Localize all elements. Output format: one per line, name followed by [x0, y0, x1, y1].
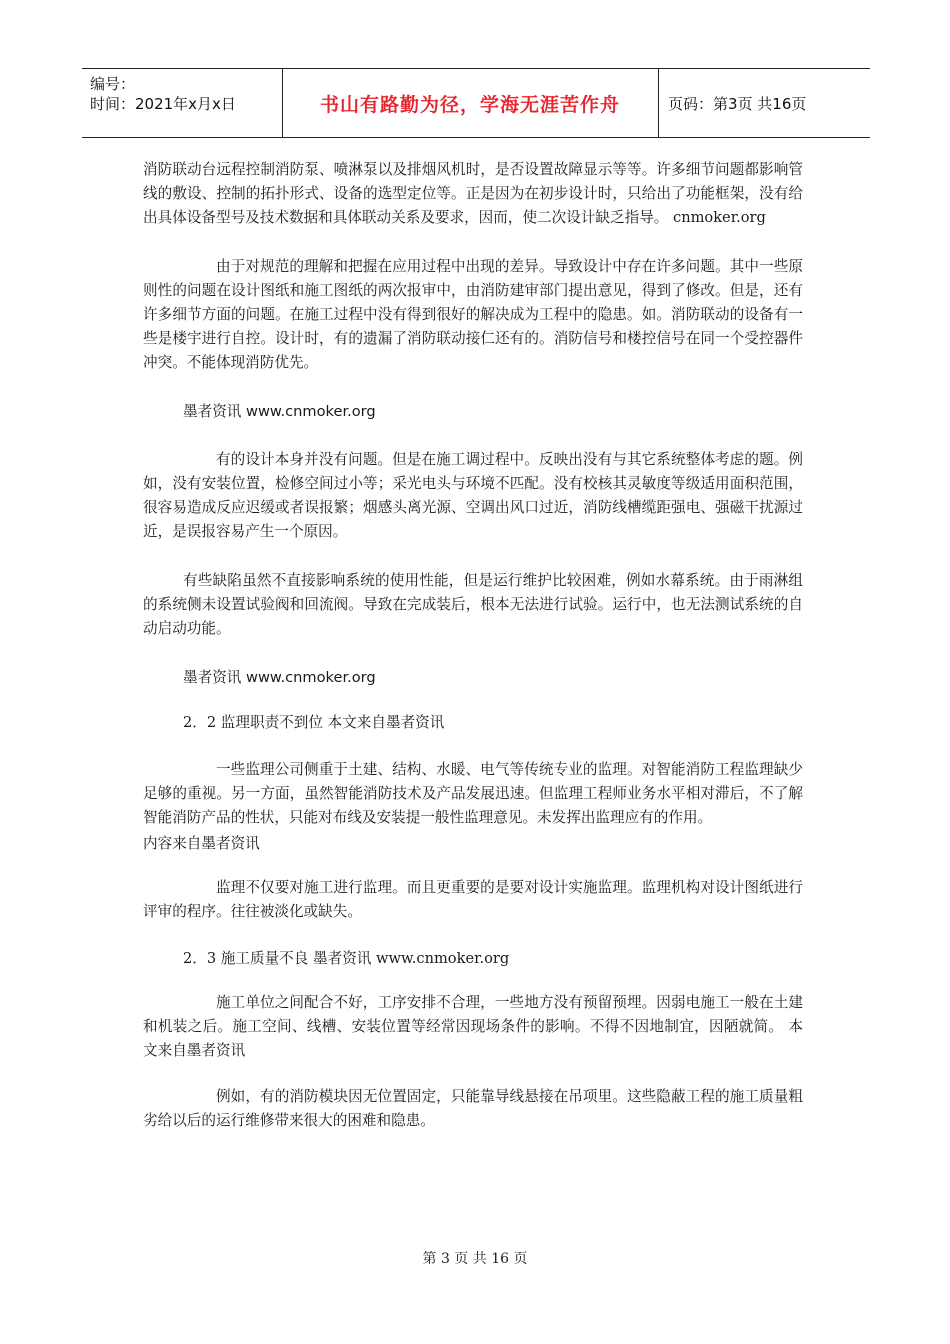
source-note-2: 墨者资讯 www.cnmoker.org — [183, 669, 376, 686]
section-heading-2-2: 2．2 监理职责不到位 本文来自墨者资讯 — [183, 714, 445, 731]
paragraph-5: 一些监理公司侧重于土建、结构、水暖、电气等传统专业的监理。对智能消防工程监理缺少足够的重视。另一方面，虽然智能消防技术及产品发展迅速。但监理工程师业务水平相对滞后，不了解智能消防产品的性状，只能对布线及安装提一般性监理意见。未发挥出监理应有的作用。 — [143, 761, 803, 826]
section-heading-2-3: 2．3 施工质量不良 墨者资讯 www.cnmoker.org — [183, 950, 510, 967]
header-page-info: 页码：第3页 共16页 — [668, 94, 807, 113]
paragraph-3: 有的设计本身并没有问题。但是在施工调过程中。反映出没有与其它系统整体考虑的题。例如，没有安装位置，检修空间过小等；采光电头与环境不匹配。没有校核其灵敏度等级适用面积范围，很容易造成反应迟缓或者误报繁；烟感头离光源、空调出风口过近，消防线槽缆距强电、强磁干扰源过近，是误报容易产生一个原因。 — [143, 451, 803, 540]
paragraph-6: 监理不仅要对施工进行监理。而且更重要的是要对设计实施监理。监理机构对设计图纸进行评审的程序。往往被淡化或缺失。 — [143, 879, 803, 920]
time-label: 时间：2021年x月x日 — [90, 95, 236, 113]
number-label: 编号： — [90, 75, 136, 93]
paragraph-7: 施工单位之间配合不好，工序安排不合理，一些地方没有预留预埋。因弱电施工一般在土建和机装之后。施工空间、线槽、安装位置等经常因现场条件的影响。不得不因地制宜，因陋就简。 本文来自墨者资讯 — [143, 994, 803, 1059]
paragraph-8: 例如，有的消防模块因无位置固定，只能靠导线悬接在吊项里。这些隐蔽工程的施工质量粗劣给以后的运行维修带来很大的困难和隐患。 — [143, 1088, 803, 1129]
source-note-1: 墨者资讯 www.cnmoker.org — [183, 403, 376, 420]
header-motto: 书山有路勤为径，学海无涯苦作舟 — [282, 69, 659, 137]
paragraph-4: 有些缺陷虽然不直接影响系统的使用性能，但是运行维护比较困难，例如水幕系统。由于雨淋组的系统侧未设置试验阀和回流阀。导致在完成装后，根本无法进行试验。运行中，也无法测试系统的自动启动功能。 — [143, 572, 803, 637]
page-header — [82, 68, 870, 138]
paragraph-1: 消防联动台远程控制消防泵、喷淋泵以及排烟风机时，是否设置故障显示等等。许多细节问题都影响管线的敷设、控制的拓扑形式、设备的选型定位等。正是因为在初步设计时，只给出了功能框架，没有给出具体设备型号及技术数据和具体联动关系及要求，因而，使二次设计缺乏指导。 cnmoker.org — [143, 161, 803, 226]
source-note-3: 内容来自墨者资讯 — [143, 835, 260, 852]
page-footer: 第 3 页 共 16 页 — [422, 1251, 528, 1267]
paragraph-2: 由于对规范的理解和把握在应用过程中出现的差异。导致设计中存在许多问题。其中一些原则性的问题在设计图纸和施工图纸的两次报审中，由消防建审部门提出意见，得到了修改。但是，还有许多细节方面的问题。在施工过程中没有得到很好的解决成为工程中的隐患。如。消防联动的设备有一些是楼宇进行自控。设计时，有的遗漏了消防联动接仁还有的。消防信号和楼控信号在同一个受控器件冲突。不能体现消防优先。 — [143, 258, 803, 371]
header-meta — [82, 69, 283, 137]
document-body — [143, 150, 803, 1133]
